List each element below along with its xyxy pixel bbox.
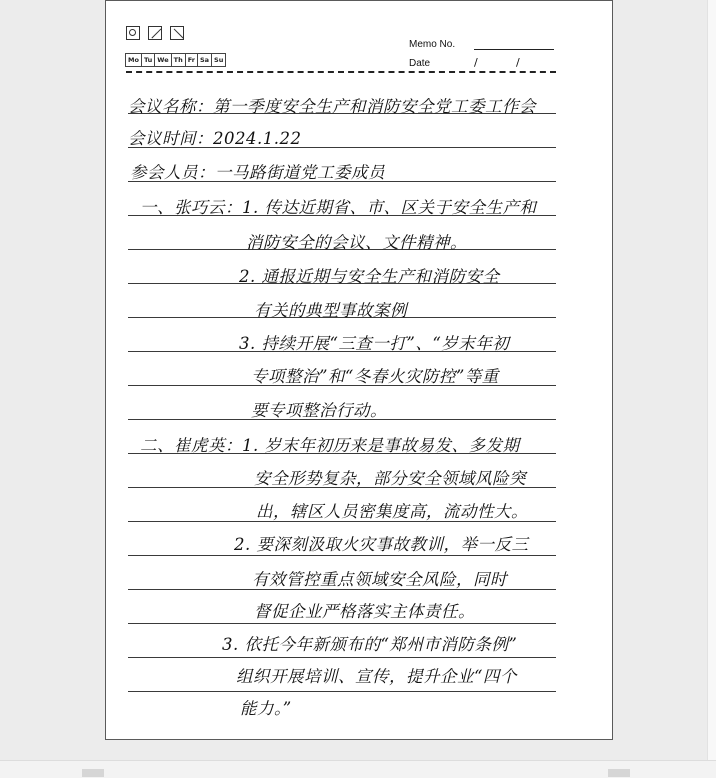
- header-icons: [126, 26, 184, 40]
- meeting-time-line: 会议时间：2024.1.22: [128, 129, 302, 148]
- window-right-edge: [707, 0, 716, 760]
- weekday-th: Th: [171, 53, 186, 67]
- ruled-line: [128, 657, 556, 658]
- speaker-1-item-1-cont: 消防安全的会议、文件精神。: [246, 233, 467, 252]
- memo-page: [105, 0, 613, 740]
- date-label: Date: [409, 58, 431, 69]
- speaker-1-item-2: 2. 通报近期与安全生产和消防安全: [239, 267, 500, 286]
- weekday-boxes: [126, 53, 226, 67]
- memo-no-field-line: [474, 49, 554, 50]
- weekday-we: We: [154, 53, 171, 67]
- ruled-line: [128, 555, 556, 556]
- date-separator: /: [516, 56, 520, 69]
- speaker-1-item-3: 3. 持续开展“三查一打”、“岁末年初: [239, 334, 510, 353]
- weekday-tu: Tu: [141, 53, 155, 67]
- speaker-2-item-2-cont: 有效管控重点领域安全风险，同时: [252, 570, 507, 589]
- speaker-2-item-1: 二、崔虎英：1. 岁末年初历来是事故易发、多发期: [140, 436, 520, 455]
- speaker-2-item-3: 3. 依托今年新颁布的“郑州市消防条例”: [222, 635, 518, 654]
- weekday-fr: Fr: [185, 53, 198, 67]
- header-dashed-rule: [126, 71, 556, 73]
- weekday-mo: Mo: [125, 53, 142, 67]
- flag-icon: [170, 26, 184, 40]
- speaker-1-item-3-cont-2: 要专项整治行动。: [251, 401, 387, 420]
- speaker-1-item-3-cont: 专项整治”和“冬春火灾防控”等重: [251, 367, 499, 386]
- date-separator: /: [474, 56, 478, 69]
- speaker-2-item-3-cont: 组织开展培训、宣传，提升企业“四个: [236, 667, 517, 686]
- ruled-line: [128, 623, 556, 624]
- pen-icon: [148, 26, 162, 40]
- speaker-2-item-1-cont: 安全形势复杂，部分安全领域风险突: [254, 469, 526, 488]
- speaker-2-item-3-cont-2: 能力。”: [240, 699, 292, 718]
- speaker-2-item-2: 2. 要深刻汲取火灾事故教训，举一反三: [234, 535, 529, 554]
- scroll-thumb[interactable]: [82, 769, 104, 777]
- weekday-sa: Sa: [197, 53, 212, 67]
- speaker-1-item-2-cont: 有关的典型事故案例: [254, 301, 407, 320]
- speaker-2-item-2-cont-2: 督促企业严格落实主体责任。: [254, 602, 475, 621]
- ruled-line: [128, 691, 556, 692]
- meeting-name-line: 会议名称：第一季度安全生产和消防安全党工委工作会: [128, 97, 536, 116]
- scroll-thumb[interactable]: [608, 769, 630, 777]
- memo-no-label: Memo No.: [409, 39, 456, 50]
- attendees-line: 参会人员：一马路街道党工委成员: [130, 163, 385, 182]
- weekday-su: Su: [211, 53, 226, 67]
- gear-icon: [126, 26, 140, 40]
- speaker-2-item-1-cont-2: 出，辖区人员密集度高，流动性大。: [256, 502, 528, 521]
- speaker-1-item-1: 一、张巧云：1. 传达近期省、市、区关于安全生产和: [140, 198, 537, 217]
